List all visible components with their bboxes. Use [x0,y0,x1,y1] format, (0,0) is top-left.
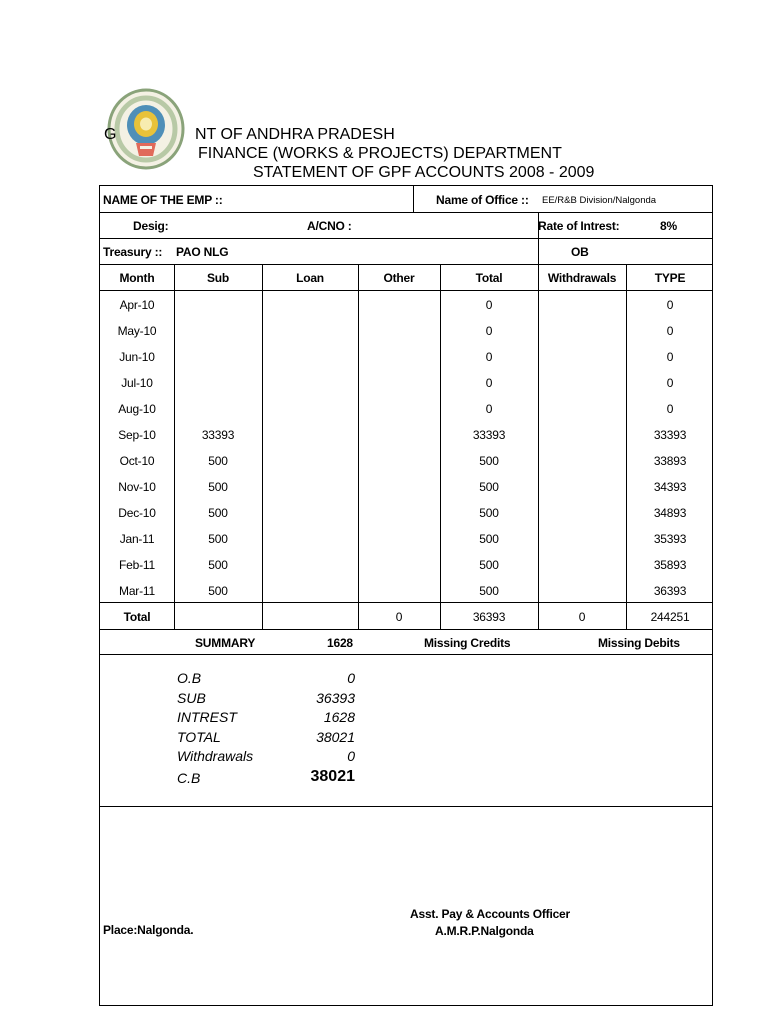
table-cell: 35393 [653,532,687,546]
summary-item-label: C.B [177,769,201,786]
table-cell: Feb-11 [119,558,155,572]
place-label: Place:Nalgonda. [103,923,194,937]
table-cell: 0 [485,350,493,364]
table-cell: Apr-10 [119,298,155,312]
summary-label: SUMMARY [195,636,256,650]
table-cell: 0 [666,298,674,312]
table-cell: Aug-10 [118,402,156,416]
total-row-cell: 0 [578,610,586,624]
table-cell: 33393 [201,428,235,442]
office-name-value: EE/R&B Division/Nalgonda [542,195,657,206]
total-row-cell: 36393 [472,610,506,624]
table-cell: Sep-10 [118,428,156,442]
table-cell: 0 [666,350,674,364]
table-cell: 0 [666,376,674,390]
summary-value: 1628 [327,636,353,650]
table-cell: 33393 [472,428,506,442]
account-number-label: A/CNO : [307,219,352,233]
table-cell: 0 [485,324,493,338]
table-cell: Nov-10 [118,480,156,494]
office-name-label: Name of Office :: [436,193,529,207]
summary-item-value: 36393 [316,689,355,706]
summary-item-label: Withdrawals [177,748,254,764]
treasury-value: PAO NLG [176,245,229,259]
table-cell: 500 [208,584,228,598]
designation-label: Desig: [133,219,169,233]
table-cell: 500 [479,558,499,572]
table-cell: 0 [485,376,493,390]
summary-item-value: 0 [347,748,355,764]
officer-title: Asst. Pay & Accounts Officer [410,907,571,921]
opening-balance-label: OB [571,245,589,259]
table-cell: 0 [666,324,674,338]
column-header: Month [119,271,155,285]
table-cell: Jan-11 [119,532,155,546]
table-cell: Mar-11 [119,584,155,598]
summary-item-label: TOTAL [177,728,221,745]
summary-item-value: 0 [347,670,355,686]
employee-name-label: NAME OF THE EMP :: [103,193,223,207]
column-header: TYPE [654,271,686,285]
table-cell: 500 [479,584,499,598]
column-header: Other [383,271,415,285]
gpf-statement-form [99,185,713,1006]
table-cell: Dec-10 [118,506,156,520]
table-cell: 500 [208,454,228,468]
table-cell: 33893 [653,454,687,468]
table-cell: 500 [208,558,228,572]
table-cell: 33393 [653,428,687,442]
table-cell: May-10 [117,324,157,338]
column-header: Sub [206,271,230,285]
table-cell: Jul-10 [121,376,153,390]
table-cell: 35893 [653,558,687,572]
table-cell: 34893 [653,506,687,520]
table-cell: 500 [208,532,228,546]
column-header: Loan [296,271,324,285]
table-cell: Oct-10 [119,454,155,468]
summary-item-label: SUB [177,689,206,706]
column-header: Total [475,271,503,285]
table-cell: 34393 [653,480,687,494]
interest-rate-value: 8% [660,219,677,233]
summary-item-value: 1628 [323,709,355,725]
table-cell: 500 [208,480,228,494]
total-row-cell: Total [123,610,151,624]
summary-item-label: O.B [177,670,202,686]
table-cell: 36393 [653,584,687,598]
header-line-3: STATEMENT OF GPF ACCOUNTS 2008 - 2009 [253,164,595,181]
total-row-cell: 0 [395,610,403,624]
header-line-1-text: NT OF ANDHRA PRADESH [195,126,395,143]
table-cell: 500 [479,480,499,494]
header-line-2: FINANCE (WORKS & PROJECTS) DEPARTMENT [198,145,562,162]
header-line-1-fragment: G [104,126,117,143]
table-cell: 0 [485,402,493,416]
column-header: Withdrawals [547,271,617,285]
treasury-label: Treasury :: [103,245,163,259]
table-cell: 0 [485,298,493,312]
missing-debits-label: Missing Debits [598,636,680,650]
summary-item-value: 38021 [310,767,355,785]
summary-item-label: INTREST [177,709,237,725]
summary-item-value: 38021 [316,728,355,745]
table-cell: 500 [208,506,228,520]
missing-credits-label: Missing Credits [424,636,511,650]
officer-office: A.M.R.P.Nalgonda [435,924,534,938]
total-row-cell: 244251 [650,610,690,624]
government-seal-logo [107,88,185,170]
table-cell: Jun-10 [119,350,155,364]
table-cell: 0 [666,402,674,416]
table-cell: 500 [479,506,499,520]
table-cell: 500 [479,454,499,468]
table-cell: 500 [479,532,499,546]
interest-rate-label: Rate of Intrest: [538,219,620,233]
